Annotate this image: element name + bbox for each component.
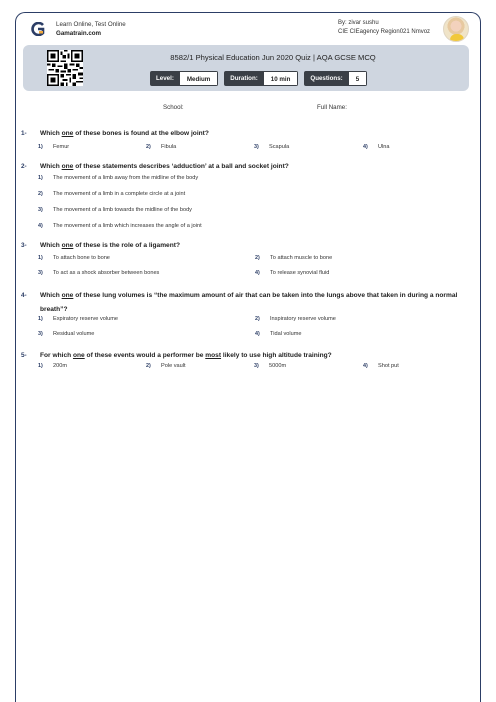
- option-number: 2): [255, 316, 260, 322]
- questions-badge: [304, 71, 367, 86]
- option-number: 3): [38, 207, 43, 213]
- option-text[interactable]: Fibula: [161, 144, 177, 150]
- school-label: School:: [163, 104, 184, 111]
- option-number: 4): [363, 363, 368, 369]
- question-number: 5-: [21, 352, 27, 359]
- author-name: By: zivar sushu: [338, 20, 379, 26]
- option-text[interactable]: 200m: [53, 363, 67, 369]
- fullname-label: Full Name:: [317, 104, 347, 111]
- option-text[interactable]: The movement of a limb in a complete circle at a joint: [53, 191, 186, 197]
- option-number: 2): [146, 144, 151, 150]
- avatar: [443, 16, 469, 42]
- question-text: Which one of these is the role of a ligament?: [40, 242, 180, 249]
- option-number: 4): [255, 270, 260, 276]
- option-text[interactable]: Ulna: [378, 144, 390, 150]
- quiz-meta: [150, 71, 367, 86]
- questions-value: 5: [349, 71, 367, 86]
- option-number: 1): [38, 144, 43, 150]
- option-number: 4): [38, 223, 43, 229]
- level-badge: [150, 71, 218, 86]
- quiz-header: [23, 45, 469, 91]
- option-number: 3): [38, 331, 43, 337]
- option-text[interactable]: Expiratory reserve volume: [53, 316, 118, 322]
- option-text[interactable]: Pole vault: [161, 363, 186, 369]
- option-text[interactable]: To release synovial fluid: [270, 270, 330, 276]
- quiz-title: 8582/1 Physical Education Jun 2020 Quiz | AQA GCSE MCQ: [170, 53, 376, 62]
- question-number: 2-: [21, 163, 27, 170]
- question-text: Which one of these lung volumes is “the maximum amount of air that can be taken into the lungs above that taken in during a normal breath”?: [40, 292, 458, 313]
- option-number: 4): [255, 331, 260, 337]
- question-text: Which one of these bones is found at the elbow joint?: [40, 130, 209, 137]
- option-text[interactable]: Inspiratory reserve volume: [270, 316, 336, 322]
- option-text[interactable]: To act as a shock absorber between bones: [53, 270, 160, 276]
- option-text[interactable]: Residual volume: [53, 331, 95, 337]
- option-number: 1): [38, 363, 43, 369]
- option-number: 3): [254, 144, 259, 150]
- brand-site: Gamatrain.com: [56, 30, 102, 37]
- option-text[interactable]: Tidal volume: [270, 331, 302, 337]
- option-text[interactable]: 5000m: [269, 363, 287, 369]
- option-number: 1): [38, 316, 43, 322]
- option-text[interactable]: The movement of a limb which increases the angle of a joint: [53, 223, 202, 229]
- option-text[interactable]: Shot put: [378, 363, 399, 369]
- question-number: 4-: [21, 292, 27, 299]
- option-number: 3): [254, 363, 259, 369]
- author-agency: CIE CIEagency Region021 Nmvoz: [338, 29, 431, 35]
- qr-code-icon: [47, 50, 83, 86]
- option-text[interactable]: Scapula: [269, 144, 290, 150]
- questions-label: Questions:: [304, 71, 348, 86]
- brand-tagline: Learn Online, Test Online: [56, 21, 126, 28]
- option-number: 2): [146, 363, 151, 369]
- option-number: 2): [38, 191, 43, 197]
- option-text[interactable]: The movement of a limb away from the midline of the body: [53, 175, 199, 181]
- duration-badge: [224, 71, 298, 86]
- brand-block: [30, 20, 230, 40]
- question-number: 3-: [21, 242, 27, 249]
- duration-value: 10 min: [264, 71, 299, 86]
- duration-label: Duration:: [224, 71, 264, 86]
- option-number: 1): [38, 255, 43, 261]
- option-number: 1): [38, 175, 43, 181]
- option-number: 3): [38, 270, 43, 276]
- question-text: Which one of these statements describes ‘adduction’ at a ball and socket joint?: [40, 163, 289, 170]
- question-number: 1-: [21, 130, 27, 137]
- question-text: For which one of these events would a performer be most likely to use high altitude training?: [40, 352, 332, 359]
- option-text[interactable]: To attach muscle to bone: [270, 255, 333, 261]
- option-number: 4): [363, 144, 368, 150]
- level-value: Medium: [180, 71, 218, 86]
- level-label: Level:: [150, 71, 180, 86]
- option-text[interactable]: To attach bone to bone: [53, 255, 110, 261]
- option-text[interactable]: Femur: [53, 144, 70, 150]
- author-block: [338, 20, 448, 35]
- gamatrain-logo-icon: [30, 22, 46, 36]
- option-text[interactable]: The movement of a limb towards the midline of the body: [53, 207, 192, 213]
- option-number: 2): [255, 255, 260, 261]
